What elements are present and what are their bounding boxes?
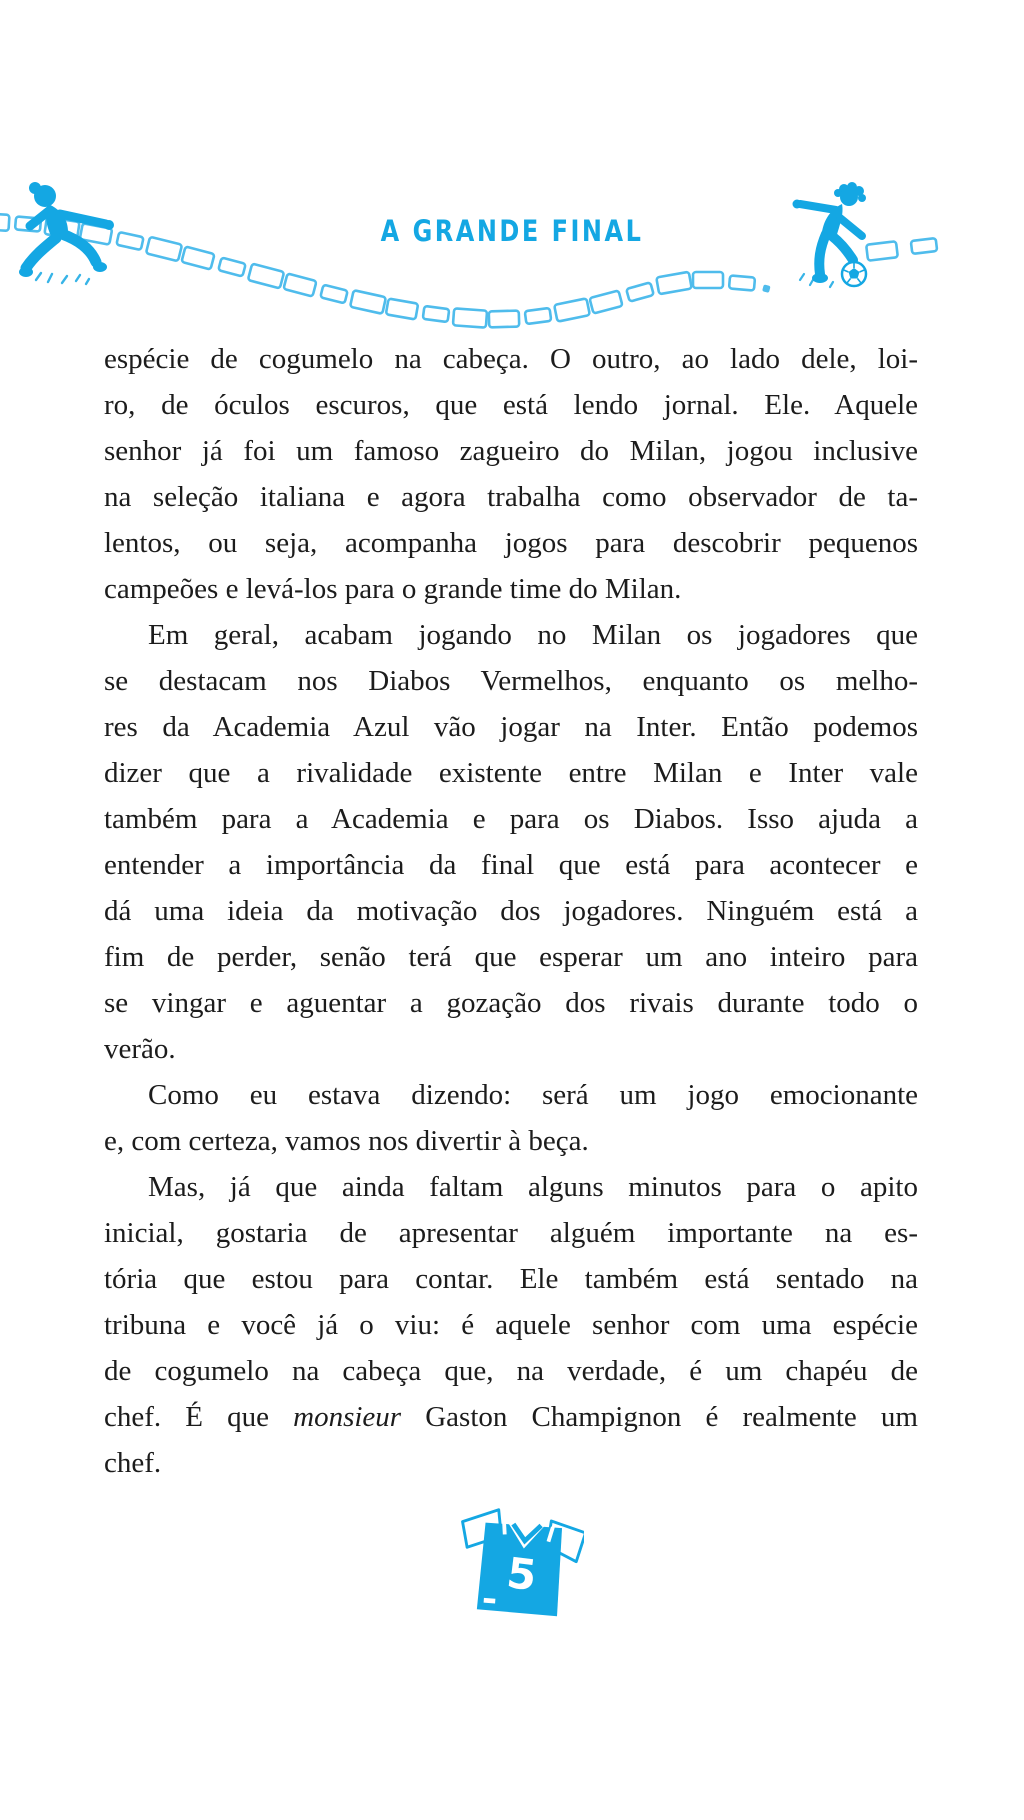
film-frame	[283, 273, 316, 296]
jersey-page-number-icon	[450, 1498, 584, 1632]
film-frame	[181, 246, 214, 269]
player-hair	[29, 182, 41, 194]
text-line: lentos, ou seja, acompanha jogos para descobrir pequenos	[104, 527, 918, 559]
text-line: chef. É que monsieur Gaston Champignon é realmente um	[104, 1401, 918, 1433]
film-frame	[386, 299, 418, 320]
text-line: campeões e levá-los para o grande time do Milan.	[104, 573, 682, 605]
film-frame	[693, 272, 723, 288]
player-head	[34, 185, 56, 207]
text-line: senhor já foi um famoso zagueiro do Milan, jogou inclusive	[104, 435, 918, 467]
text-line: se destacam nos Diabos Vermelhos, enquanto os melho-	[104, 665, 918, 697]
grass-marks	[800, 274, 833, 287]
film-frame	[589, 290, 622, 313]
paragraph	[104, 1072, 918, 1164]
film-frame	[554, 298, 590, 321]
player-head	[840, 188, 858, 206]
film-frame	[453, 308, 487, 327]
film-frame	[626, 282, 654, 301]
text-line: verão.	[104, 1033, 176, 1065]
text-line: res da Academia Azul vão jogar na Inter. Então podemos	[104, 711, 918, 743]
grass-marks	[36, 273, 89, 284]
film-frame	[320, 285, 347, 304]
text-line: na seleção italiana e agora trabalha como observador de ta-	[104, 481, 918, 513]
text-line: espécie de cogumelo na cabeça. O outro, ao lado dele, loi-	[104, 343, 918, 375]
text-line: entender a importância da final que está para acontecer e	[104, 849, 918, 881]
film-frame	[729, 275, 755, 290]
film-frame	[525, 308, 551, 324]
film-frame	[248, 264, 284, 289]
trail-dot	[762, 284, 771, 293]
film-frame	[489, 311, 519, 328]
page-number: 5	[504, 1548, 540, 1601]
text-line: dá uma ideia da motivação dos jogadores. Ninguém está a	[104, 895, 918, 927]
chapter-title: A GRANDE FINAL	[380, 214, 644, 249]
text-line: Em geral, acabam jogando no Milan os jogadores que	[148, 619, 918, 651]
text-line: e, com certeza, vamos nos divertir à beça.	[104, 1125, 589, 1157]
film-frame	[656, 272, 691, 294]
paragraph	[104, 336, 918, 612]
text-line: tribuna e você já o viu: é aquele senhor com uma espécie	[104, 1309, 918, 1341]
text-line: fim de perder, senão terá que esperar um ano inteiro para	[104, 941, 918, 973]
paragraph	[104, 612, 918, 1072]
film-strip-trail-icon	[0, 0, 1024, 360]
text-line: também para a Academia e para os Diabos. Isso ajuda a	[104, 803, 918, 835]
film-frame	[350, 290, 386, 314]
soccer-ball-icon	[842, 262, 866, 286]
text-line: de cogumelo na cabeça que, na verdade, é um chapéu de	[104, 1355, 918, 1387]
page-text	[104, 336, 918, 1486]
film-frame	[423, 306, 449, 322]
paragraph	[104, 1164, 918, 1486]
text-line: ro, de óculos escuros, que está lendo jornal. Ele. Aquele	[104, 389, 918, 421]
text-line: chef.	[104, 1447, 162, 1479]
text-line: se vingar e aguentar a gozação dos rivais durante todo o	[104, 987, 918, 1019]
text-line: Como eu estava dizendo: será um jogo emocionante	[148, 1079, 918, 1111]
text-line: Mas, já que ainda faltam alguns minutos para o apito	[148, 1171, 918, 1203]
text-line: tória que estou para contar. Ele também está sentado na	[104, 1263, 918, 1295]
player-hair	[839, 184, 849, 194]
text-line: dizer que a rivalidade existente entre Milan e Inter vale	[104, 757, 918, 789]
text-line: inicial, gostaria de apresentar alguém importante na es-	[104, 1217, 918, 1249]
film-frame	[218, 258, 245, 277]
